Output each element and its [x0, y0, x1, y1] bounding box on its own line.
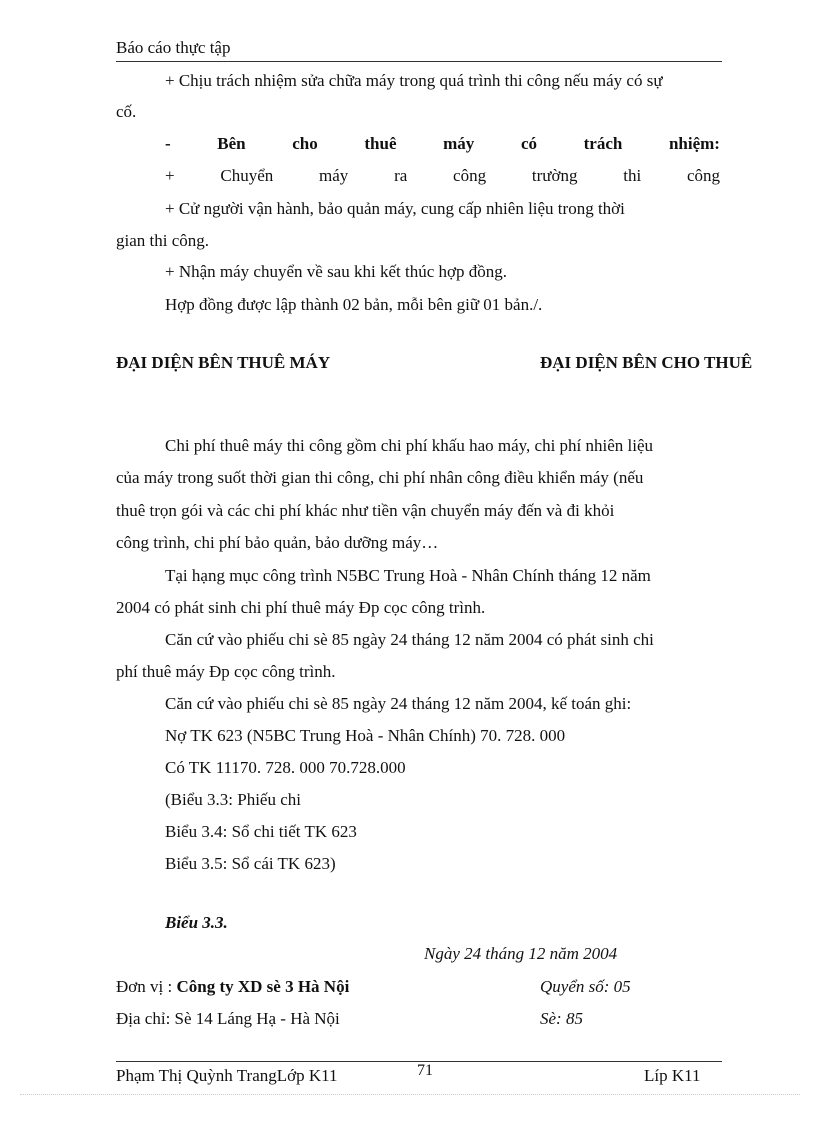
lessee-duty-text: + Chịu trách nhiệm sửa chữa máy trong quá trình thi công nếu máy có sự: [165, 71, 663, 90]
contract-closing: Hợp đồng được lập thành 02 bản, mỗi bên giữ 01 bản./.: [165, 295, 543, 314]
form-book-number: Quyển số: 05: [540, 977, 631, 996]
paragraph-line: Chi phí thuê máy thi công gồm chi phí khấu hao máy, chi phí nhiên liệu: [165, 436, 654, 455]
word: -: [165, 134, 171, 153]
lessor-item-operator-cont: gian thi công.: [116, 231, 210, 250]
word: thuê: [364, 134, 397, 153]
page-number: 71: [417, 1062, 433, 1079]
word: máy: [443, 134, 475, 153]
unit-value: Công ty XD sè 3 Hà Nội: [176, 977, 350, 996]
reference-line: (Biểu 3.3: Phiếu chi: [165, 790, 301, 809]
form-address-row: [116, 1008, 720, 1030]
form-date: Ngày 24 tháng 12 năm 2004: [424, 944, 618, 963]
sign-lessee-label: ĐẠI DIỆN BÊN THUÊ MÁY: [116, 353, 331, 372]
unit-label: Đơn vị :: [116, 977, 177, 996]
paragraph-line: công trình, chi phí bảo quản, bảo dưỡng máy…: [116, 533, 439, 552]
paragraph-line: của máy trong suốt thời gian thi công, chi phí nhân công điều khiển máy (nếu: [116, 468, 644, 487]
word: công: [686, 166, 720, 185]
word: Bên: [217, 134, 246, 153]
footer-class: Líp K11: [644, 1066, 701, 1085]
form-title: Biểu 3.3.: [165, 913, 228, 932]
journal-credit-entry: Có TK 11170. 728. 000 70.728.000: [165, 758, 406, 777]
lessor-item-transport: [165, 165, 720, 187]
paragraph-line: thuê trọn gói và các chi phí khác như tiền vận chuyển máy đến và đi khỏi: [116, 501, 615, 520]
paragraph-line: phí thuê máy Đp cọc công trình.: [116, 662, 336, 681]
sign-lessor-label: ĐẠI DIỆN BÊN CHO THUÊ: [540, 353, 753, 372]
paragraph-line: Căn cứ vào phiếu chi sè 85 ngày 24 tháng 12 năm 2004 có phát sinh chi: [165, 630, 654, 649]
reference-line: Biểu 3.4: Sổ chi tiết TK 623: [165, 822, 357, 841]
page-edge-divider: [20, 1094, 800, 1095]
paragraph-line: 2004 có phát sinh chi phí thuê máy Đp cọc công trình.: [116, 598, 486, 617]
footer-author: Phạm Thị Quỳnh TrangLớp K11: [116, 1066, 338, 1085]
word: có: [520, 134, 537, 153]
word: cho: [292, 134, 318, 153]
paragraph-line: Tại hạng mục công trình N5BC Trung Hoà - Nhân Chính tháng 12 năm: [165, 566, 651, 585]
reference-line: Biểu 3.5: Sổ cái TK 623): [165, 854, 336, 873]
lessor-item-operator: + Cử người vận hành, bảo quản máy, cung cấp nhiên liệu trong thời: [165, 199, 625, 218]
form-voucher-number: Sè: 85: [540, 1009, 583, 1028]
word: Chuyển: [220, 166, 274, 185]
address-text: Địa chỉ: Sè 14 Láng Hạ - Hà Nội: [116, 1009, 340, 1028]
signature-row: [116, 352, 753, 374]
word: +: [165, 166, 175, 185]
word: ra: [394, 166, 408, 185]
word: nhiệm:: [668, 134, 720, 153]
header-title: Báo cáo thực tập: [116, 38, 231, 57]
word: trường: [531, 166, 578, 185]
word: máy: [319, 166, 349, 185]
journal-debit-entry: Nợ TK 623 (N5BC Trung Hoà - Nhân Chính) 70. 728. 000: [165, 726, 566, 745]
lessee-duty-text-cont: cố.: [116, 102, 137, 121]
lessor-heading: [165, 133, 720, 155]
word: công: [453, 166, 487, 185]
header-divider: [116, 61, 722, 62]
word: thi: [623, 166, 642, 185]
word: trách: [583, 134, 623, 153]
paragraph-line: Căn cứ vào phiếu chi sè 85 ngày 24 tháng 12 năm 2004, kế toán ghi:: [165, 694, 632, 713]
form-unit-row: [116, 976, 720, 998]
lessor-item-return: + Nhận máy chuyển về sau khi kết thúc hợp đồng.: [165, 262, 507, 281]
